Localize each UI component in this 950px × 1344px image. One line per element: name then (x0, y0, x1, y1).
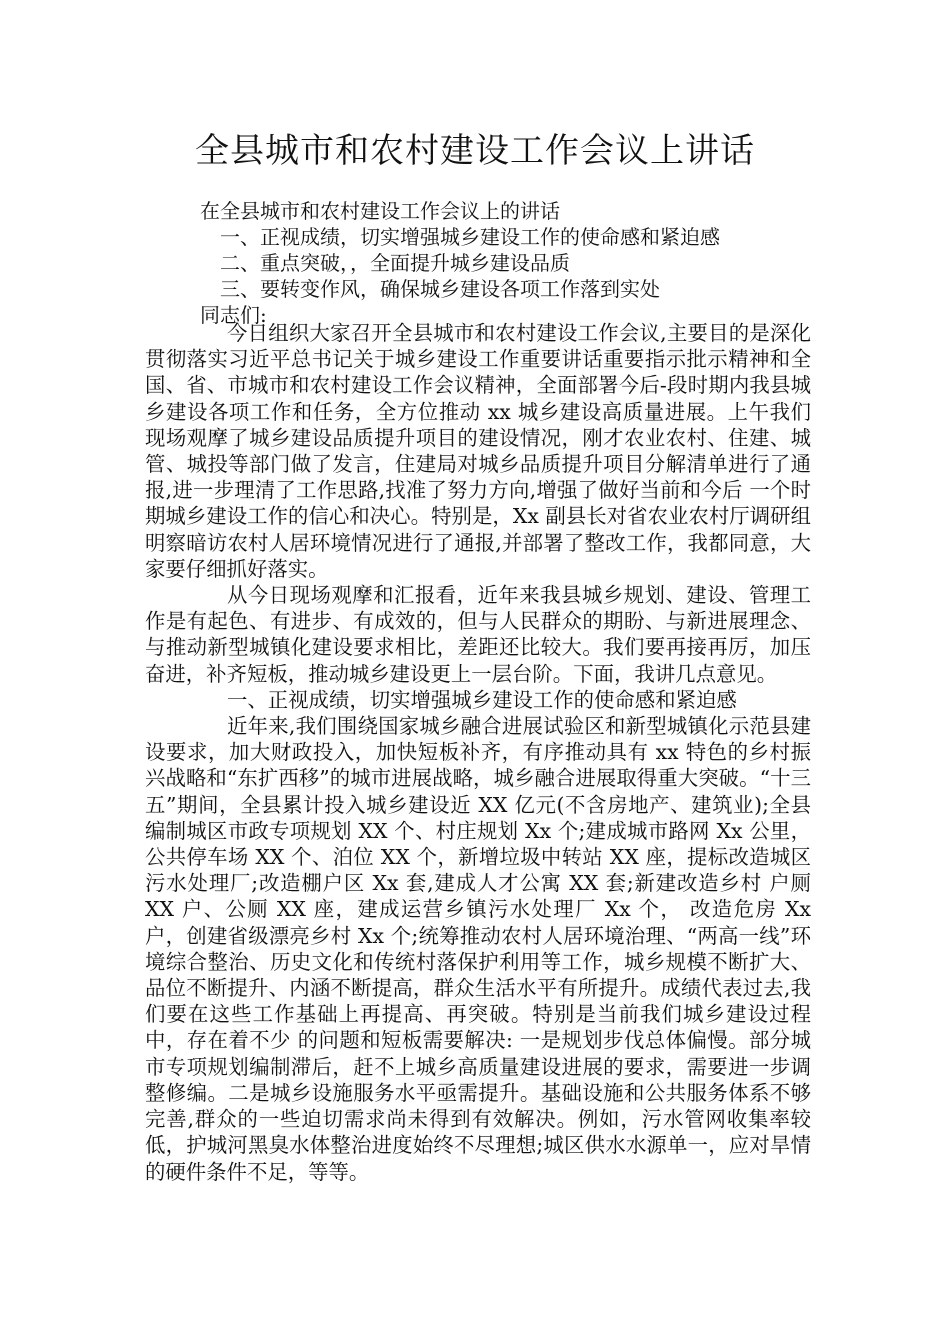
paragraph-achievements: 近年来,我们围绕国家城乡融合进展试验区和新型城镇化示范县建设要求，加大财政投入，加快短板补齐，有序推动具有 xx 特色的乡村振兴战略和“东扩西移”的城市进展战略，城乡融合进展取得重大突破。“十三五”期间，全县累计投入城乡建设近 XX 亿元(不含房地产、建筑业);全县编制城区市政专项规划 XX 个、村庄规划 Xx 个;建成城市路网 Xx 公里，公共停车场 XX 个、泊位 XX 个，新增垃圾中转站 XX 座，提标改造城区污水处理厂;改造棚户区 Xx 套,建成人才公寓 XX 套;新建改造乡村 户厕 XX 户、公厕 XX 座，建成运营乡镇污水处理厂 Xx 个， 改造危房 Xx 户，创建省级漂亮乡村 Xx 个;统筹推动农村人居环境治理、“两高一线”环境综合整治、历史文化和传统村落保护利用等工作，城乡规模不断扩大、品位不断提升、内涵不断提高，群众生活水平有所提升。成绩代表过去,我们要在这些工作基础上再提高、再突破。特别是当前我们城乡建设过程中，存在着不少 的问题和短板需要解决: 一是规划步伐总体偏慢。部分城市专项规划编制滞后，赶不上城乡高质量建设进展的要求，需要进一步调整修编。二是城乡设施服务水平亟需提升。基础设施和公共服务体系不够完善,群众的一些迫切需求尚未得到有效解决。例如，污水管网收集率较低，护城河黑臭水体整治进度始终不尽理想;城区供水水源单一，应对旱情的硬件条件不足，等等。 (145, 714, 811, 1184)
outline-item-2: 二、重点突破，，全面提升城乡建设品质 (220, 251, 570, 275)
salutation: 同志们: (200, 303, 267, 327)
outline-item-3: 三、要转变作风，确保城乡建设各项工作落到实处 (220, 277, 660, 301)
paragraph-intro: 今日组织大家召开全县城市和农村建设工作会议,主要目的是深化贯彻落实习近平总书记关于城乡建设工作重要讲话重要指示批示精神和全国、省、市城市和农村建设工作会议精神，全面部署今后-段时期内我县城乡建设各项工作和任务，全方位推动 xx 城乡建设高质量进展。上午我们现场观摩了城乡建设品质提升项目的建设情况，刚才农业农村、住建、城管、城投等部门做了发言，住建局对城乡品质提升项目分解清单进行了通报,进一步理清了工作思路,找准了努力方向,增强了做好当前和今后 一个时期城乡建设工作的信心和决心。特别是，Xx 副县长对省农业农村厅调研组明察暗访农村人居环境情况进行了通报,并部署了整改工作，我都同意，大家要仔细抓好落实。 (145, 321, 811, 581)
paragraph-overview: 从今日现场观摩和汇报看，近年来我县城乡规划、建设、管理工作是有起色、有进步、有成效的，但与人民群众的期盼、与新进展理念、与推动新型城镇化建设要求相比，差距还比较大。我们要再接再厉，加压奋进，补齐短板，推动城乡建设更上一层台阶。下面，我讲几点意见。 (145, 583, 811, 686)
outline-heading: 在全县城市和农村建设工作会议上的讲话 (200, 199, 560, 223)
outline-block (200, 198, 840, 328)
speech-body (145, 320, 811, 1185)
document-title: 全县城市和农村建设工作会议上讲话 (195, 131, 755, 171)
outline-item-1: 一、正视成绩，切实增强城乡建设工作的使命感和紧迫感 (220, 225, 720, 249)
section-heading-1: 一、正视成绩，切实增强城乡建设工作的使命感和紧迫感 (227, 687, 737, 712)
